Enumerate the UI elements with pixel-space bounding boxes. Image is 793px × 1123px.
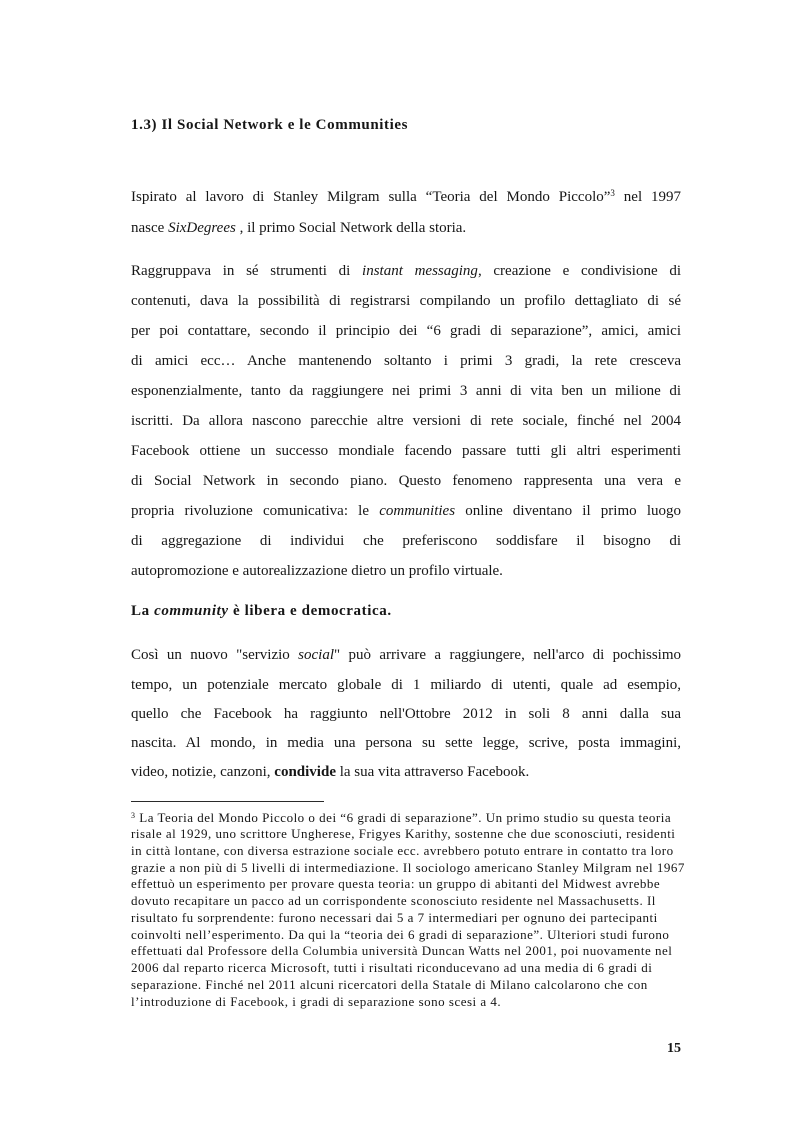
paragraph-2-line: contenuti, dava la possibilità di registrarsi compilando un profilo dettagliato di sé: [131, 293, 681, 309]
text-run: La: [131, 603, 155, 619]
text-run: video, notizie, canzoni,: [131, 764, 275, 781]
italic-term: SixDegrees: [168, 219, 236, 236]
footnote-separator: [131, 801, 324, 802]
paragraph-3-line: [131, 758, 681, 787]
footnote-line: risultato fu sorprendente: furono necessari dai 5 a 7 intermediari per ognuno dei partecipanti: [131, 909, 658, 925]
text-run: Raggruppava in sé strumenti di: [131, 263, 363, 279]
paragraph-3-line: tempo, un potenziale mercato globale di 1 miliardo di utenti, quale ad esempio,: [131, 676, 681, 693]
section-heading: 1.3) Il Social Network e le Communities: [131, 117, 409, 133]
paragraph-1-line: [131, 213, 681, 244]
footnote-line: coinvolti nell’esperimento. Da qui la “teoria dei 6 gradi di separazione”. Ulteriori studi furono: [131, 926, 670, 942]
paragraph-3-line: quello che Facebook ha raggiunto nell'Ottobre 2012 in soli 8 anni dalla sua: [131, 705, 681, 722]
footnote-line: effettuati dal Professore della Columbia università Duncan Watts nel 2001, poi nuovamente nel: [131, 943, 673, 959]
footnote-number: 3: [131, 810, 136, 820]
footnote-line: risale al 1929, uno scrittore Ungherese, Frigyes Karithy, sostenne che due sconosciuti, residenti: [131, 826, 676, 842]
paragraph-2-line: iscritti. Da allora nascono parecchie altre versioni di rete sociale, finché nel 2004: [131, 413, 681, 429]
text-run: Ispirato al lavoro di Stanley Milgram sulla “Teoria del Mondo Piccolo”: [131, 188, 611, 205]
italic-term: instant messaging: [362, 263, 478, 279]
text-run: nasce: [131, 219, 169, 236]
text-run: è libera e democratica.: [228, 603, 392, 619]
paragraph-2-line: [131, 256, 681, 286]
paragraph-2-line: Facebook ottiene un successo mondiale facendo passare tutti gli altri esperimenti: [131, 443, 681, 459]
text-run: propria rivoluzione comunicativa: le: [131, 503, 380, 519]
italic-term: social: [298, 647, 334, 664]
text-run: , creazione e condivisione di: [477, 263, 681, 279]
paragraph-3-line: nascita. Al mondo, in media una persona su sette legge, scrive, posta immagini,: [131, 735, 681, 752]
paragraph-2-line: di aggregazione di individui che preferiscono soddisfare il bisogno di: [131, 533, 681, 549]
footnote-line: dovuto recapitare un pacco ad un corrispondente sconosciuto residente nel Massachusetts. Il: [131, 893, 656, 909]
footnote-line: grazie a non più di 5 livelli di intermediazione. Il sociologo americano Stanley Milgram nel 1967: [131, 859, 685, 875]
paragraph-2: [131, 256, 681, 586]
bold-term: condivide: [274, 764, 336, 781]
text-run: La Teoria del Mondo Piccolo o dei “6 gradi di separazione”. Un primo studio su questa teoria: [135, 809, 672, 825]
text-run: " può arrivare a raggiungere, nell'arco di pochissimo: [334, 647, 681, 664]
italic-term: community: [154, 603, 229, 619]
text-run: Così un nuovo "servizio: [131, 647, 299, 664]
subheading: [131, 596, 681, 626]
paragraph-3-line: [131, 641, 681, 670]
text-run: la sua vita attraverso Facebook.: [335, 764, 530, 781]
paragraph-2-line: [131, 496, 681, 526]
footnote-line: effettuò un esperimento per provare questa teoria: un gruppo di abitanti del Midwest avrebbe: [131, 876, 661, 892]
footnote-reference: 3: [610, 187, 615, 198]
footnote-line: [131, 810, 711, 827]
paragraph-2-line: esponenzialmente, tanto da raggiungere nei primi 3 anni di vita ben un milione di: [131, 383, 681, 399]
paragraph-2-line: per poi contattare, secondo il principio dei “6 gradi di separazione”, amici, amici: [131, 323, 681, 339]
footnote-line: separazione. Finché nel 2011 alcuni ricercatori della Statale di Milano calcolarono che con: [131, 976, 648, 992]
paragraph-1-line: [131, 182, 681, 213]
paragraph-2-line: autopromozione e autorealizzazione dietro un profilo virtuale.: [131, 563, 503, 579]
italic-term: communities: [379, 503, 456, 519]
text-run: nel 1997: [614, 188, 682, 205]
text-run: online diventano il primo luogo: [455, 503, 682, 519]
footnote-line: l’introduzione di Facebook, i gradi di separazione sono scesi a 4.: [131, 993, 502, 1009]
paragraph-1: [131, 182, 681, 244]
paragraph-2-line: di amici ecc… Anche mantenendo soltanto i primi 3 gradi, la rete cresceva: [131, 353, 681, 369]
footnote-line: in città lontane, con diversa estrazione sociale ecc. avrebbero potuto entrare in contatto tra loro: [131, 843, 674, 859]
paragraph-2-line: di Social Network in secondo piano. Questo fenomeno rappresenta una vera e: [131, 473, 681, 489]
footnote-line: 2006 dal reparto ricerca Microsoft, tutti i risultati riconducevano ad una media di 6 gradi di: [131, 960, 653, 976]
page-number: 15: [667, 1041, 681, 1056]
text-run: , il primo Social Network della storia.: [235, 219, 467, 236]
paragraph-3: [131, 641, 681, 787]
footnote: [131, 810, 711, 1011]
